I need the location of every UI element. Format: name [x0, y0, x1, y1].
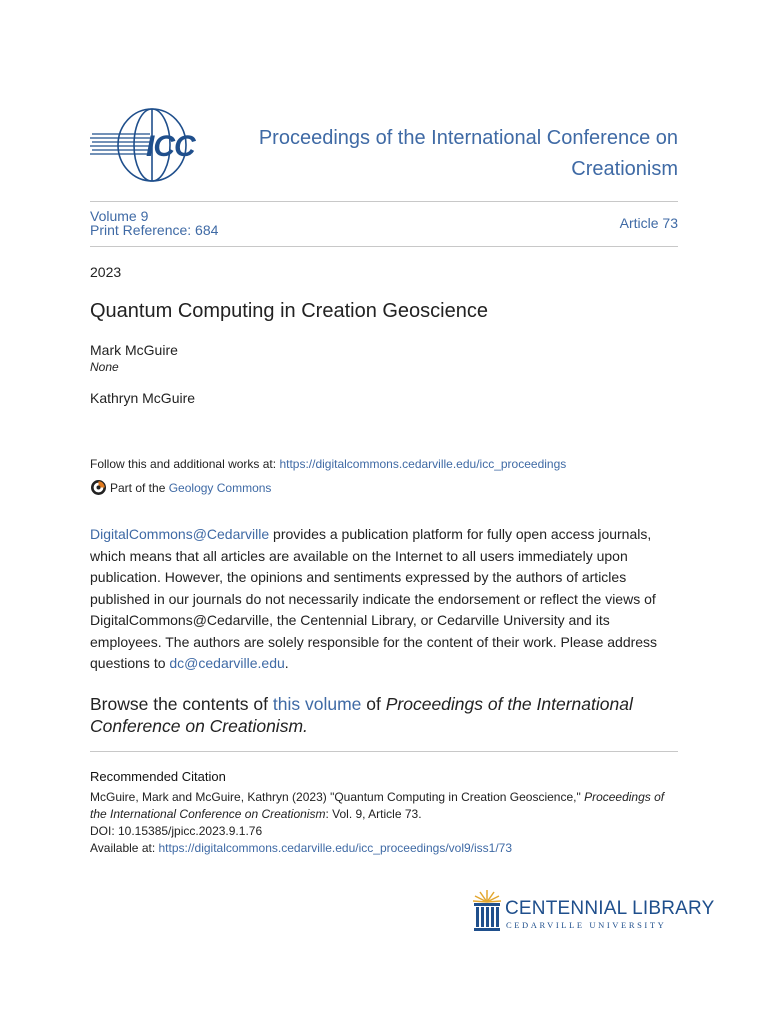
geology-commons-link[interactable]: Geology Commons [168, 480, 272, 495]
notice-paragraph [90, 524, 680, 675]
notice-end: . [284, 655, 289, 671]
citation-text-end: : Vol. 9, Article 73. [325, 807, 422, 821]
article-link[interactable]: Article 73 [619, 215, 678, 231]
author-name: Kathryn McGuire [90, 390, 196, 406]
citation-url-link[interactable]: https://digitalcommons.cedarville.edu/icc_proceedings/vol9/iss1/73 [158, 841, 513, 855]
notice-text: provides a publication platform for fully open access journals, which means that all articles are available on the Internet to all users immediately upon publication. However, the opinions and sentiments expressed by the authors of articles published in our journals do not necessarily indicate the endorsement or reflect the views of DigitalCommons@Cedarville, the Centennial Library, or Cedarville University and its employees. The authors are solely responsible for the content of their work. Please address questions to [90, 526, 658, 671]
follow-link[interactable]: https://digitalcommons.cedarville.edu/icc_proceedings [279, 457, 567, 471]
part-of-prefix: Part of the [110, 480, 166, 495]
digitalcommons-link[interactable]: DigitalCommons@Cedarville [90, 526, 270, 542]
browse-line [90, 693, 680, 737]
follow-line [90, 457, 566, 471]
paper-title: Quantum Computing in Creation Geoscience [90, 300, 488, 322]
journal-title-line1[interactable]: Proceedings of the International Conference on [258, 127, 678, 149]
library-subtitle: CEDARVILLE UNIVERSITY [506, 920, 667, 930]
citation-journal: Proceedings of the International Conference on Creationism [90, 790, 665, 821]
browse-journal: Proceedings of the International Conference on Creationism. [90, 694, 633, 736]
journal-title[interactable] [208, 123, 678, 185]
browse-prefix: Browse the contents of [90, 694, 273, 714]
icc-logo [90, 106, 226, 184]
divider-citation [90, 751, 678, 752]
sunburst-icon [473, 890, 501, 902]
citation-heading: Recommended Citation [90, 769, 226, 784]
publication-year: 2023 [90, 264, 122, 280]
icc-logo-text: ICC [146, 130, 195, 163]
this-volume-link[interactable]: this volume [272, 694, 362, 714]
network-icon [90, 479, 107, 496]
divider-meta [90, 246, 678, 247]
author-name: Mark McGuire [90, 342, 178, 358]
journal-title-line2[interactable]: Creationism [571, 158, 678, 180]
citation-text-start: McGuire, Mark and McGuire, Kathryn (2023) "Quantum Computing in Creation Geoscience," [90, 790, 585, 804]
print-reference: Print Reference: 684 [90, 222, 219, 238]
part-of-line [90, 479, 271, 496]
volume-link[interactable]: Volume 9 [90, 208, 149, 224]
columns-icon [474, 903, 500, 931]
divider-top [90, 201, 678, 202]
volume-info [90, 209, 218, 237]
citation-available-prefix: Available at: [90, 841, 159, 855]
citation-doi: DOI: 10.15385/jpicc.2023.9.1.76 [90, 824, 263, 838]
email-link[interactable]: dc@cedarville.edu [169, 655, 285, 671]
author-affiliation: None [90, 360, 119, 374]
library-name: CENTENNIAL LIBRARY [505, 898, 715, 919]
citation-body [90, 789, 680, 857]
follow-prefix: Follow this and additional works at: [90, 457, 280, 471]
browse-middle: of [361, 694, 386, 714]
